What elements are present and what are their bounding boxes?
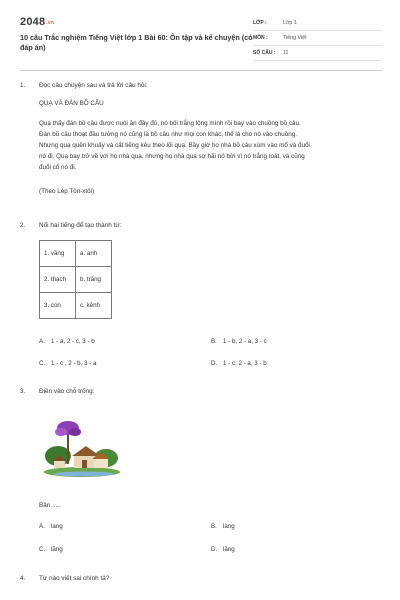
option-letter: C. [39,360,46,367]
tree-canopy [55,428,67,436]
house-wall [54,461,65,468]
document-title: 10 câu Trắc nghiệm Tiếng Việt lớp 1 Bài 60: Ôn tập và kể chuyện (có đáp án) [20,33,253,52]
option-c[interactable] [39,360,96,367]
question-prompt: Đọc câu chuyện sau và trả lời câu hỏi: [39,82,148,89]
question-number: 4. [20,575,26,582]
option-text: 1 - b, 2 - a, 3 - c [223,338,267,345]
meta-row-grade [253,16,382,31]
option-a[interactable] [39,338,95,345]
house-roof [72,446,100,456]
option-b[interactable] [211,338,267,345]
meta-value: Lớp 1 [283,20,297,26]
meta-row-subject [253,31,382,46]
house-wall [94,459,108,468]
story-line: Quạ thấy đàn bồ câu được nuôi ăn đầy đủ, nó bôi trắng lông mình rồi bay vào chuồng bồ câu. [39,120,301,127]
tree-canopy [69,428,81,436]
option-text: 1 - c, 2 - a, 3 - b [223,360,267,367]
option-letter: A. [39,523,45,530]
story-source: (Theo Lép Tôn-xtôi) [39,188,95,195]
option-d[interactable] [211,546,235,553]
question-prompt: Điền vào chỗ trống: [39,388,95,395]
site-logo[interactable] [20,16,54,28]
village-illustration [42,418,122,480]
question-prompt: Từ nào viết sai chính tả? [39,575,110,582]
question-number: 1. [20,82,26,89]
option-text: làng [223,523,235,530]
story-line: Nhưng quạ quên khuấy và cất tiếng kêu theo lối quạ. Bầy giờ họ nhà bồ câu xùm vào mổ và đuổi [39,142,310,149]
fill-blank: Bản ..... [39,502,61,509]
option-text: 1 - a, 2 - c, 3 - b [51,338,95,345]
option-text: lang [51,523,63,530]
story-title: QUẠ VÀ ĐÀN BỒ CÂU [39,100,104,107]
option-a[interactable] [39,523,63,530]
table-cell: c. kênh [76,293,112,319]
option-text: lăng [223,546,235,553]
header-divider [20,70,382,71]
story-line: đuổi cổ nó đi. [39,164,77,171]
matching-table [39,240,112,319]
option-letter: D. [211,546,218,553]
story-text [39,118,310,173]
meta-value: Tiếng Việt [283,35,307,41]
option-letter: B. [211,338,217,345]
house-door [82,460,87,468]
meta-label: SỐ CÂU : [253,50,276,56]
document-header [20,16,382,62]
option-letter: C. [39,546,46,553]
meta-label: LỚP : [253,20,267,26]
option-b[interactable] [211,523,235,530]
question-number: 3. [20,388,26,395]
pond-water [54,472,114,477]
table-row [40,293,112,319]
option-letter: D. [211,360,218,367]
story-line: Đàn bồ câu thoạt đầu tưởng nó cũng là bồ câu như mọi con khác, thế là cho nó vào chuồng. [39,131,297,138]
option-d[interactable] [211,360,267,367]
option-text: 1 - c , 2 - b, 3 - a [51,360,97,367]
question-prompt: Nối hai tiếng để tạo thành từ: [39,222,122,229]
table-cell: 2. thạch [40,267,76,293]
meta-value: 11 [283,50,289,56]
question-number: 2. [20,222,26,229]
meta-row-count [253,46,382,61]
option-text: lãng [51,546,63,553]
table-cell: 3. con [40,293,76,319]
table-cell: b. trăng [76,267,112,293]
logo-main: 2048 [20,16,46,28]
meta-info [253,16,382,61]
table-row [40,267,112,293]
table-cell: 1. vầng [40,241,76,267]
table-cell: a. anh [76,241,112,267]
table-row [40,241,112,267]
logo-suffix: .vn [46,20,55,26]
option-letter: A. [39,338,45,345]
option-c[interactable] [39,546,63,553]
story-line: nó đi. Quạ bay trở về với họ nhà quạ, nhưng họ nhà quạ sợ hãi nó bởi vì nó trắng toát, và cũng [39,153,305,160]
meta-label: MÔN : [253,35,268,41]
option-letter: B. [211,523,217,530]
